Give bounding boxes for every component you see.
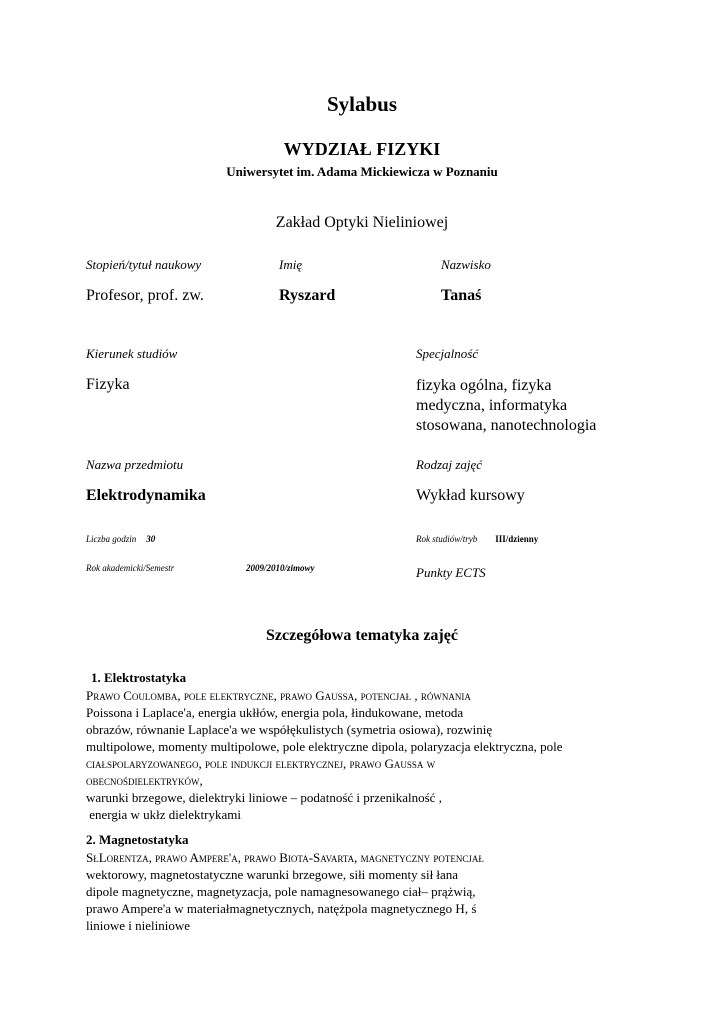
section-line: dipole magnetyczne, magnetyzacja, pole namagnesowanego ciał– prążwią, [86,884,476,899]
last-name-label: Nazwisko [441,257,491,272]
section-body [86,687,626,823]
department-name: Zakład Optyki Nieliniowej [275,214,449,231]
hours-label: Liczba godzin [86,534,137,544]
section-line: wektorowy, magnetostatyczne warunki brzegowe, siłi momenty sił łana [86,867,459,882]
section-line: warunki brzegowe, dielektryki liniowe – podatność i przenikalność , [86,790,442,805]
last-name-value: Tanaś [441,287,482,304]
section-line: multipolowe, momenty multipolowe, pole elektryczne dipola, polaryzacja elektryczna, pole [86,739,563,754]
course-name-value: Elektrodynamika [86,487,206,504]
section-line: Poissona i Laplace'a, energia ukłłów, energia pola, łindukowane, metoda [86,705,464,720]
section-body [86,849,626,934]
section-title: 1. Elektrostatyka [91,670,187,685]
topics-heading: Szczegółowa tematyka zajęć [266,627,458,644]
course-name-label: Nazwa przedmiotu [86,457,184,472]
specialty-line: medyczna, informatyka [416,397,568,414]
section-line: ciałspolaryzowanego, pole indukcji elektrycznej, prawo Gaussa w [86,756,436,771]
year-mode-value: III/dzienny [495,534,539,544]
year-mode-field [416,529,538,547]
section-line: SłLorentza, prawo Ampere'a, prawo Biota-Savarta, magnetyczny potencjał [86,850,484,865]
section-line: Prawo Coulomba, pole elektryczne, prawo Gaussa, potencjał , równania [86,688,471,703]
section-line: energia w ukłz dielektrykami [86,807,241,822]
first-name-value: Ryszard [279,287,336,304]
academic-year-label: Rok akademicki/Semestr [86,563,175,573]
academic-year-value: 2009/2010/zimowy [246,563,315,573]
section-line: liniowe i nieliniowe [86,918,190,933]
degree-value: Profesor, prof. zw. [86,287,204,304]
field-of-study-value: Fizyka [86,376,130,393]
degree-label: Stopień/tytuł naukowy [86,257,202,272]
year-mode-label: Rok studiów/tryb [416,534,478,544]
specialty-line: fizyka ogólna, fizyka [416,377,552,394]
faculty-name: WYDZIAŁ FIZYKI [283,139,441,159]
section-line: obecnośdielektryków, [86,773,203,788]
section-title: 2. Magnetostatyka [86,832,189,847]
specialty-value [416,376,656,436]
page-title: Sylabus [326,92,398,116]
field-of-study-label: Kierunek studiów [86,346,178,361]
class-type-value: Wykład kursowy [416,487,525,504]
first-name-label: Imię [279,257,303,272]
specialty-line: stosowana, nanotechnologia [416,417,597,434]
ects-label: Punkty ECTS [416,565,486,580]
section-line: prawo Ampere'a w materiałmagnetycznych, natężpola magnetycznego H, ś [86,901,477,916]
specialty-label: Specjalność [416,346,479,361]
hours-value: 30 [146,534,156,544]
section-line: obrazów, równanie Laplace'a we współękulistych (symetria osiowa), rozwinię [86,722,493,737]
hours-field [86,529,155,547]
university-name: Uniwersytet im. Adama Mickiewicza w Poznaniu [226,164,498,179]
class-type-label: Rodzaj zajęć [416,457,483,472]
